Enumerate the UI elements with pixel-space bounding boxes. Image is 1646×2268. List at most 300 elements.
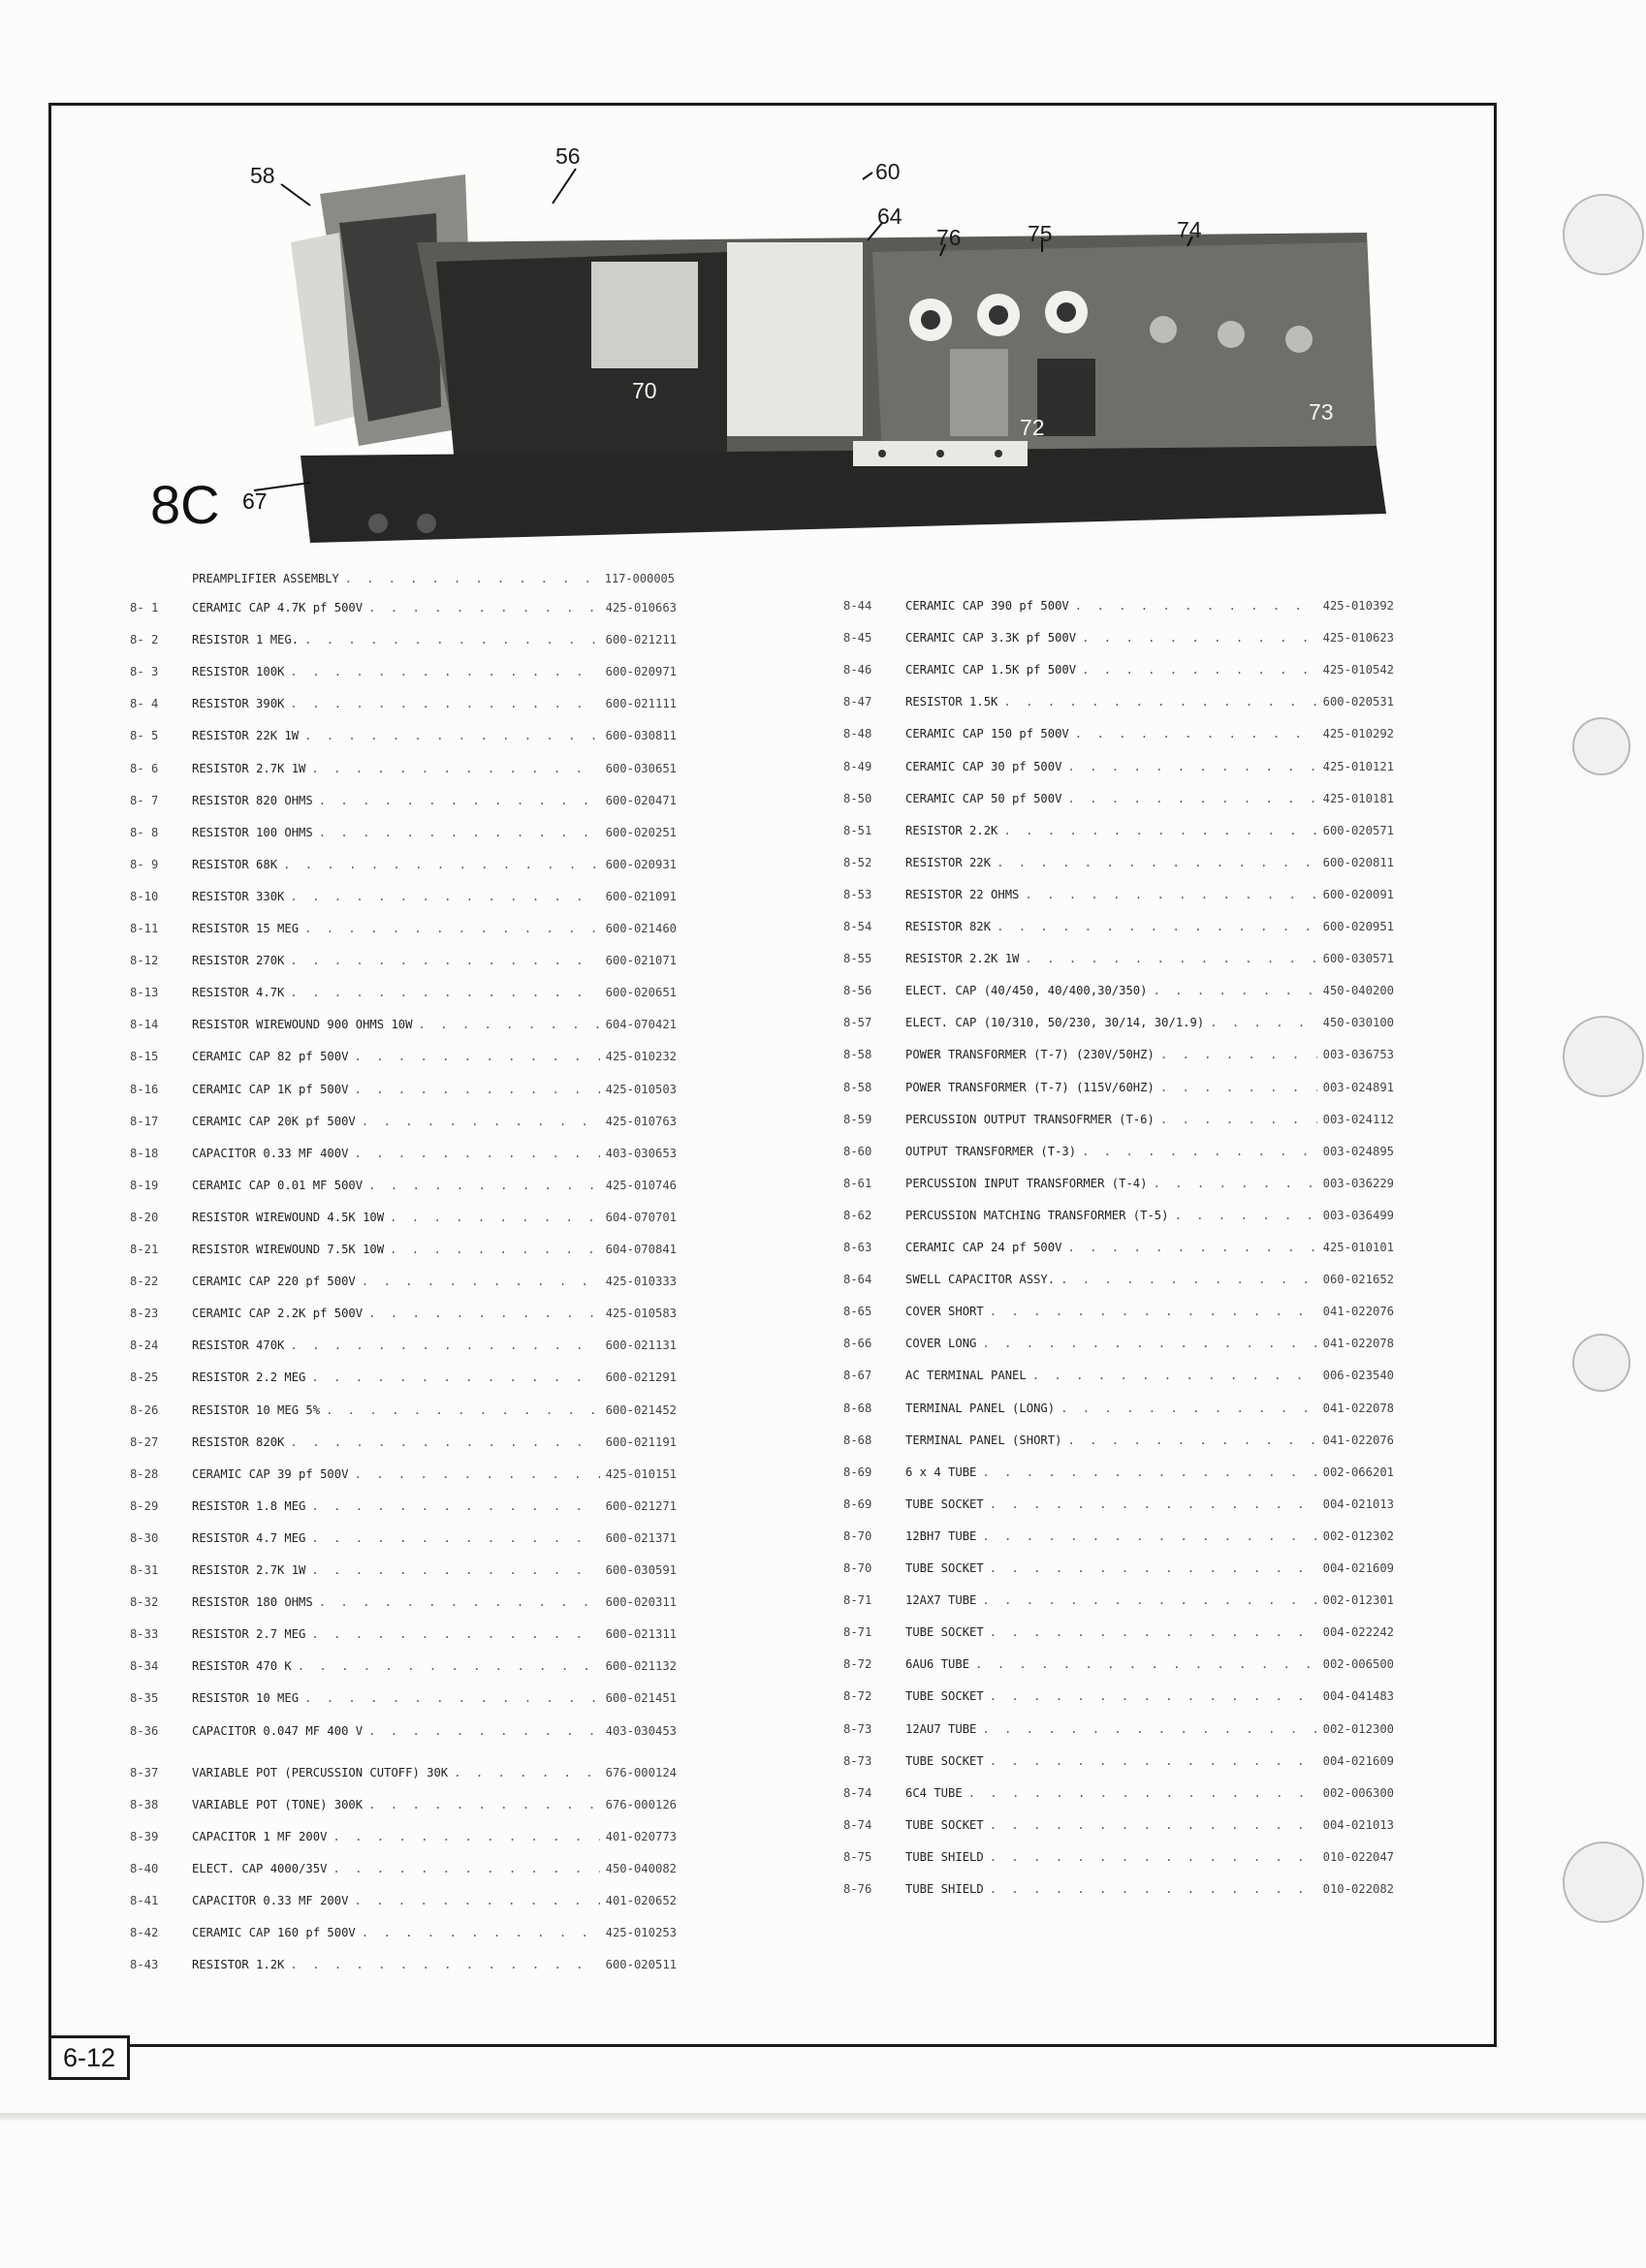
binder-hole [1572,1334,1630,1392]
leader-dots [982,1593,1316,1607]
item-description: COVER LONG [905,1337,977,1351]
parts-row [843,1689,1394,1707]
part-number: 600-021111 [605,697,677,711]
leader-dots [304,1691,600,1705]
parts-row [843,824,1394,841]
leader-dots [354,1050,599,1063]
item-number: 8-19 [130,1178,159,1192]
item-description: RESISTOR 2.2 MEG [192,1370,306,1385]
parts-row [130,1179,677,1196]
item-description: 6AU6 TUBE [905,1657,970,1672]
leader-dots [1153,984,1316,997]
leader-dots [311,762,599,775]
item-number: 8-73 [843,1753,872,1768]
item-number: 8-65 [843,1305,872,1319]
parts-row [130,1627,677,1645]
item-number: 8-44 [843,599,872,613]
parts-row [843,1465,1394,1483]
item-number: 8-52 [843,855,872,869]
item-description: OUTPUT TRANSFORMER (T-3) [905,1144,1077,1158]
part-number: 425-010151 [605,1466,677,1481]
leader-dots [290,1339,599,1352]
parts-row [843,1337,1394,1354]
item-number: 8- 7 [130,793,159,807]
item-number: 8-46 [843,663,872,677]
item-number: 8-74 [843,1817,872,1832]
item-number: 8-47 [843,695,872,709]
part-number: 002-012302 [1322,1528,1394,1543]
parts-row [843,1882,1394,1900]
parts-row [843,727,1394,744]
part-number: 450-040082 [605,1861,677,1875]
leader-dots [390,1243,600,1256]
leader-dots [311,1627,599,1641]
part-number: 004-022242 [1322,1625,1394,1640]
item-number: 8-40 [130,1861,159,1875]
part-number: 600-020511 [605,1958,677,1972]
item-number: 8-18 [130,1146,159,1160]
parts-row [130,1403,677,1421]
item-description: RESISTOR 100 OHMS [192,825,313,839]
callout-73: 73 [1309,399,1334,425]
figure-label: 8C [150,474,220,535]
leader-dots [368,1798,600,1811]
leader-dots [290,697,599,710]
leader-dots [982,1529,1316,1543]
item-description: ELECT. CAP (10/310, 50/230, 30/14, 30/1.9) [905,1016,1205,1030]
assembly-part-number: 117-000005 [604,572,675,585]
item-description: RESISTOR 10 MEG [192,1691,300,1706]
item-number: 8-58 [843,1048,872,1062]
item-number: 8-10 [130,889,159,903]
parts-row [130,729,677,746]
callout-58: 58 [250,163,275,188]
item-number: 8-72 [843,1657,872,1672]
leader-dots [311,1499,599,1513]
leader-dots [418,1018,599,1031]
item-number: 8-17 [130,1114,159,1128]
item-number: 8-58 [843,1080,872,1094]
item-description: RESISTOR 1.8 MEG [192,1498,306,1513]
item-description: RESISTOR 2.7K 1W [192,1563,306,1577]
leader-dots [1082,631,1317,645]
part-number: 425-010121 [1322,759,1394,773]
part-number: 041-022078 [1322,1337,1394,1351]
item-description: TUBE SOCKET [905,1817,984,1832]
leader-dots [283,858,600,871]
parts-row [130,601,677,618]
item-description: VARIABLE POT (PERCUSSION CUTOFF) 30K [192,1765,449,1780]
leader-dots [1003,824,1316,837]
parts-row [843,1529,1394,1547]
item-number: 8-32 [130,1595,159,1610]
item-description: CERAMIC CAP 0.01 MF 500V [192,1178,364,1192]
part-number: 010-022082 [1322,1882,1394,1896]
parts-row [843,1305,1394,1322]
item-description: 12BH7 TUBE [905,1528,977,1543]
item-description: CERAMIC CAP 30 pf 500V [905,759,1062,773]
assembly-heading [192,572,675,585]
parts-row [843,888,1394,905]
part-number: 003-036753 [1322,1048,1394,1062]
item-description: RESISTOR 2.2K [905,823,998,837]
parts-row [843,1145,1394,1162]
part-number: 041-022076 [1322,1433,1394,1447]
item-number: 8-63 [843,1241,872,1254]
part-number: 600-021132 [605,1659,677,1674]
item-number: 8-62 [843,1208,872,1222]
parts-row [130,1958,677,1975]
part-number: 401-020652 [605,1894,677,1907]
leader-dots [1067,1433,1316,1447]
part-number: 604-070701 [605,1210,677,1224]
part-number: 002-006500 [1322,1657,1394,1672]
leader-dots [368,1179,600,1192]
parts-row [130,954,677,971]
leader-dots [368,1307,600,1320]
part-number: 010-022047 [1322,1849,1394,1864]
part-number: 600-020971 [605,665,677,679]
item-number: 8-60 [843,1144,872,1158]
part-number: 600-020651 [605,986,677,1000]
leader-dots [1003,695,1316,709]
item-number: 8-37 [130,1765,159,1780]
item-description: RESISTOR 15 MEG [192,922,300,935]
item-description: CERAMIC CAP 390 pf 500V [905,599,1069,613]
item-description: RESISTOR 1.5K [905,695,998,709]
parts-row [130,1724,677,1742]
leader-dots [982,1722,1316,1736]
part-number: 003-024895 [1322,1144,1394,1158]
part-number: 425-010292 [1322,727,1394,741]
part-number: 600-020091 [1322,887,1394,901]
parts-row [130,922,677,939]
item-number: 8-69 [843,1465,872,1479]
item-number: 8-41 [130,1894,159,1907]
item-number: 8-27 [130,1434,159,1449]
item-description: 6C4 TUBE [905,1785,963,1800]
part-number: 425-010253 [605,1926,677,1940]
leader-dots [1067,1241,1316,1254]
callout-75: 75 [1028,221,1053,246]
item-number: 8-38 [130,1797,159,1811]
item-number: 8-70 [843,1528,872,1543]
leader-dots [311,1531,599,1545]
part-number: 425-010763 [605,1114,677,1128]
item-number: 8-66 [843,1337,872,1351]
binder-hole [1563,194,1644,275]
item-number: 8-34 [130,1659,159,1674]
leader-dots [1175,1209,1317,1222]
parts-row [843,1273,1394,1290]
leader-dots [968,1786,1317,1800]
leader-dots [1060,1273,1317,1286]
leader-dots [290,665,599,678]
callout-64: 64 [877,204,902,229]
leader-dots [1067,792,1316,805]
part-number: 600-021071 [605,954,677,968]
item-description: RESISTOR 180 OHMS [192,1595,313,1610]
leader-dots [997,856,1317,869]
part-number: 002-006300 [1322,1785,1394,1800]
part-number: 600-021371 [605,1530,677,1545]
parts-row [843,1081,1394,1098]
parts-row [843,1402,1394,1419]
part-number: 604-070841 [605,1243,677,1256]
item-description: RESISTOR 22K 1W [192,729,300,743]
leader-dots [290,986,599,999]
leader-dots [290,890,599,903]
parts-row [843,695,1394,712]
parts-row [843,1657,1394,1675]
parts-row [843,984,1394,1001]
parts-row [843,1593,1394,1611]
parts-row [843,1241,1394,1258]
binder-hole [1572,717,1630,775]
item-description: RESISTOR 22K [905,855,992,869]
part-number: 003-024112 [1322,1112,1394,1126]
item-number: 8- 1 [130,601,159,614]
item-number: 8-45 [843,631,872,646]
parts-row [130,1595,677,1613]
parts-row [130,697,677,714]
part-number: 600-021131 [605,1339,677,1353]
item-description: CERAMIC CAP 1.5K pf 500V [905,663,1077,677]
leader-dots [990,1561,1317,1575]
leader-dots [362,1926,600,1939]
item-description: RESISTOR WIREWOUND 900 OHMS 10W [192,1018,413,1032]
item-description: RESISTOR 22 OHMS [905,887,1020,901]
item-description: CERAMIC CAP 20K pf 500V [192,1114,356,1128]
item-number: 8-29 [130,1498,159,1513]
leader-dots [319,826,600,839]
item-number: 8-13 [130,986,159,1000]
leader-dots [997,920,1317,933]
part-number: 600-021460 [605,922,677,935]
parts-row [130,633,677,650]
part-number: 600-020931 [605,857,677,871]
leader-dots [990,1305,1317,1318]
parts-row [130,1659,677,1677]
leader-dots [990,1625,1317,1639]
item-description: COVER SHORT [905,1305,984,1319]
part-number: 425-010392 [1322,599,1394,613]
part-number: 600-020811 [1322,855,1394,869]
part-number: 401-020773 [605,1829,677,1843]
leader-dots [319,794,600,807]
item-description: RESISTOR 2.7K 1W [192,761,306,775]
leader-dots [982,1465,1316,1479]
page-edge [0,2113,1646,2121]
part-number: 604-070421 [605,1018,677,1032]
parts-row [130,1115,677,1132]
parts-row [130,1435,677,1453]
item-number: 8-21 [130,1243,159,1256]
item-description: RESISTOR 330K [192,889,285,903]
parts-row [130,1798,677,1815]
item-number: 8-55 [843,952,872,966]
callout-76: 76 [936,225,962,250]
part-number: 003-036499 [1322,1208,1394,1222]
callout-74: 74 [1177,217,1202,242]
item-number: 8-69 [843,1496,872,1511]
part-number: 425-010232 [605,1050,677,1064]
leader-dots [1025,888,1316,901]
parts-row [843,631,1394,648]
part-number: 600-021451 [605,1691,677,1706]
parts-row [130,665,677,682]
item-description: TUBE SHIELD [905,1882,984,1896]
item-number: 8-42 [130,1926,159,1940]
leader-dots [362,1275,600,1288]
item-description: CERAMIC CAP 4.7K pf 500V [192,601,364,614]
item-description: RESISTOR 1 MEG. [192,633,300,647]
item-number: 8-12 [130,954,159,968]
part-number: 003-036229 [1322,1176,1394,1190]
item-number: 8-64 [843,1273,872,1287]
parts-row [130,1083,677,1100]
item-number: 8-23 [130,1307,159,1321]
item-number: 8-36 [130,1723,159,1738]
item-description: RESISTOR 10 MEG 5% [192,1402,321,1417]
part-number: 002-066201 [1322,1465,1394,1479]
part-number: 600-020311 [605,1595,677,1610]
parts-row [843,760,1394,777]
item-description: TUBE SOCKET [905,1753,984,1768]
leader-dots [1210,1016,1316,1029]
parts-row [130,1894,677,1911]
leader-dots [390,1211,600,1224]
leader-dots [354,1147,599,1160]
part-number: 425-010746 [605,1178,677,1192]
item-description: CAPACITOR 0.33 MF 400V [192,1146,349,1160]
item-description: CERAMIC CAP 150 pf 500V [905,727,1069,741]
parts-row [843,952,1394,969]
item-number: 8-26 [130,1402,159,1417]
item-number: 8-72 [843,1689,872,1704]
part-number: 600-021291 [605,1370,677,1385]
part-number: 425-010542 [1322,663,1394,677]
parts-row [843,1561,1394,1579]
callout-72: 72 [1020,415,1045,440]
leader-dots [990,1754,1317,1768]
item-number: 8-35 [130,1691,159,1706]
part-number: 002-012300 [1322,1721,1394,1736]
leader-dots [298,1659,600,1673]
item-number: 8-31 [130,1563,159,1577]
part-number: 004-021013 [1322,1496,1394,1511]
item-description: TUBE SOCKET [905,1561,984,1575]
item-description: TERMINAL PANEL (SHORT) [905,1433,1062,1447]
item-description: CAPACITOR 1 MF 200V [192,1829,328,1843]
leader-dots [304,729,600,742]
item-number: 8-68 [843,1433,872,1447]
part-number: 676-000124 [605,1765,677,1780]
part-number: 600-020571 [1322,823,1394,837]
item-number: 8-49 [843,759,872,773]
item-description: RESISTOR 820K [192,1434,285,1449]
part-number: 676-000126 [605,1797,677,1811]
item-description: 12AX7 TUBE [905,1593,977,1608]
parts-row [843,1818,1394,1836]
item-number: 8-61 [843,1176,872,1190]
item-number: 8-51 [843,823,872,837]
item-number: 8-56 [843,984,872,998]
parts-row [843,663,1394,680]
parts-row [843,1433,1394,1451]
parts-row [843,856,1394,873]
part-number: 425-010181 [1322,791,1394,805]
item-number: 8-14 [130,1018,159,1032]
leader-dots [319,1595,600,1609]
item-number: 8-74 [843,1785,872,1800]
item-number: 8-48 [843,727,872,741]
part-number: 600-020531 [1322,695,1394,709]
item-number: 8-54 [843,920,872,933]
part-number: 004-021609 [1322,1753,1394,1768]
item-number: 8-24 [130,1339,159,1353]
part-number: 004-041483 [1322,1689,1394,1704]
item-number: 8-68 [843,1401,872,1415]
parts-row [130,986,677,1003]
item-description: RESISTOR 82K [905,920,992,933]
item-description: CERAMIC CAP 50 pf 500V [905,791,1062,805]
parts-row [130,1499,677,1517]
item-description: TUBE SOCKET [905,1496,984,1511]
parts-row [843,1722,1394,1740]
item-number: 8- 8 [130,825,159,839]
part-number: 600-021091 [605,889,677,903]
item-description: CERAMIC CAP 160 pf 500V [192,1926,356,1940]
item-description: RESISTOR 820 OHMS [192,793,313,807]
item-description: 6 x 4 TUBE [905,1465,977,1479]
leader-dots [304,922,600,935]
part-number: 450-040200 [1322,984,1394,998]
item-description: TUBE SOCKET [905,1625,984,1640]
parts-row [130,1862,677,1879]
leader-dots [1153,1177,1316,1190]
parts-row [130,1563,677,1581]
callout-60: 60 [875,159,901,184]
leader-dots [990,1497,1317,1511]
part-number: 600-030591 [605,1563,677,1577]
part-number: 600-020471 [605,793,677,807]
item-number: 8-43 [130,1958,159,1972]
parts-row [130,1926,677,1943]
part-number: 003-024891 [1322,1080,1394,1094]
parts-row [130,858,677,875]
leader-dots [975,1657,1317,1671]
part-number: 425-010623 [1322,631,1394,646]
leader-dots [354,1083,599,1096]
parts-row [843,1497,1394,1515]
parts-row [843,1625,1394,1643]
parts-row [130,1691,677,1709]
item-number: 8-67 [843,1369,872,1383]
parts-row [130,1243,677,1260]
leader-dots [368,601,600,614]
part-number: 600-020951 [1322,920,1394,933]
part-number: 600-030571 [1322,952,1394,966]
part-number: 004-021609 [1322,1561,1394,1575]
parts-row [130,762,677,779]
leader-dots [982,1337,1316,1350]
leader-dots [354,1894,599,1907]
leader-dots [990,1818,1317,1832]
item-description: RESISTOR 4.7 MEG [192,1530,306,1545]
leader-dots [332,1830,599,1843]
item-description: TUBE SOCKET [905,1689,984,1704]
